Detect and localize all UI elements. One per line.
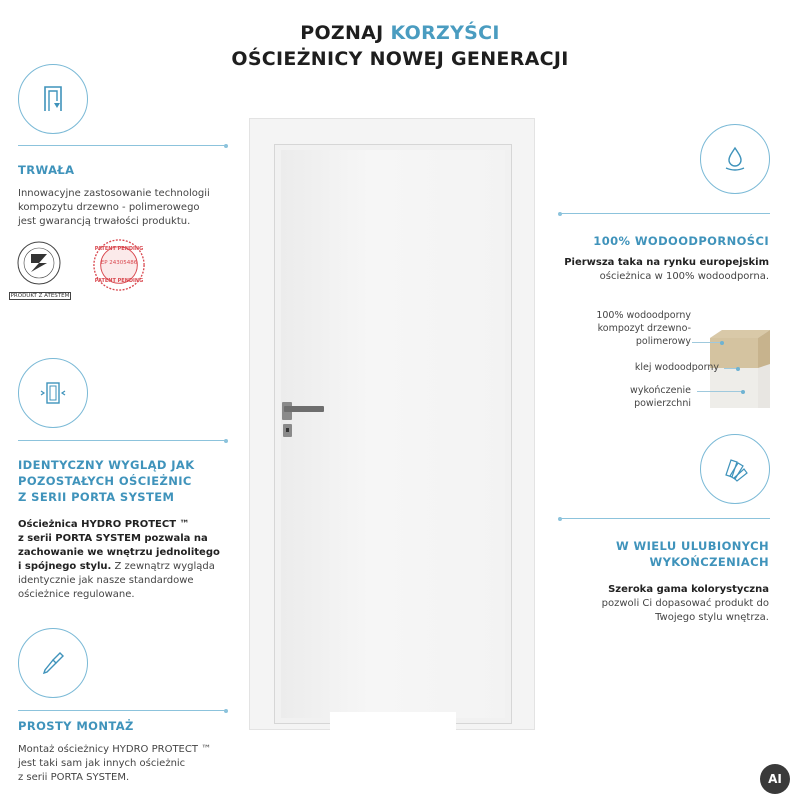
callout-glue-line <box>724 368 738 369</box>
title-prefix: POZNAJ <box>300 22 384 44</box>
text-line: pozwoli Ci dopasować produkt do <box>601 598 769 609</box>
text-line: Montaż ościeżnicy HYDRO PROTECT ™ <box>18 744 212 755</box>
feature-montaz-rule <box>18 710 226 711</box>
pib-certificate-badge <box>10 240 71 300</box>
patent-bottom-text: PATENT PENDING <box>94 278 144 284</box>
feature-montaz-icon-circle <box>18 628 88 698</box>
callout-composite <box>531 309 691 348</box>
feature-identyczny-rule <box>18 440 226 441</box>
heading-line: W WIELU ULUBIONYCH <box>616 539 769 553</box>
callout-finish-line <box>697 391 743 392</box>
callout-line: 100% wodoodporny <box>596 310 691 321</box>
feature-wodoodporna-rule <box>560 213 770 214</box>
feature-trwala-rule <box>18 145 226 146</box>
color-swatches-icon <box>717 451 753 487</box>
text-line: jest gwarancją trwałości produktu. <box>18 216 191 227</box>
feature-trwala-text <box>18 187 238 229</box>
title-accent: KORZYŚCI <box>390 22 500 44</box>
callout-finish <box>531 384 691 410</box>
door-frame-icon <box>35 81 71 117</box>
page-title-line-2: OŚCIEŻNICY NOWEJ GENERACJI <box>231 48 569 70</box>
screwdriver-icon <box>35 645 71 681</box>
text-line: Pierwsza taka na rynku europejskim <box>564 257 769 268</box>
feature-identyczny-heading <box>18 457 195 505</box>
feature-identyczny-icon-circle <box>18 358 88 428</box>
text-line: z serii PORTA SYSTEM pozwala na <box>18 533 208 544</box>
text-line: Twojego stylu wnętrza. <box>655 612 769 623</box>
text-line: z serii PORTA SYSTEM. <box>18 772 130 783</box>
feature-wykonczenia-text <box>529 583 769 625</box>
ai-badge[interactable]: AI <box>760 764 790 794</box>
door-handle-icon <box>278 400 328 440</box>
text-line: Ościeżnica HYDRO PROTECT ™ <box>18 519 190 530</box>
feature-wykonczenia-icon-circle <box>700 434 770 504</box>
composite-material-sample <box>710 328 770 408</box>
feature-wodoodporna-text <box>529 256 769 284</box>
feature-identyczny-text <box>18 518 243 602</box>
text-line: ościeżnica w 100% wodoodporna. <box>599 271 769 282</box>
feature-wykonczenia-heading <box>616 538 769 570</box>
patent-code: EP 24305486 <box>100 260 138 266</box>
callout-line: polimerowy <box>635 336 691 347</box>
heading-line: WYKOŃCZENIACH <box>649 555 769 569</box>
text-line: identycznie jak nasze standardowe <box>18 575 194 586</box>
callout-line: wykończenie <box>630 385 691 396</box>
pib-label: PRODUKT Z ATESTEM <box>10 293 70 299</box>
text-line: Innowacyjne zastosowanie technologii <box>18 188 210 199</box>
feature-wykonczenia-rule <box>560 518 770 519</box>
feature-wodoodporna-icon-circle <box>700 124 770 194</box>
feature-trwala-heading: TRWAŁA <box>18 163 75 177</box>
callout-line: powierzchni <box>634 398 691 409</box>
callout-line: kompozyt drzewno- <box>597 323 691 334</box>
text-line: zachowanie we wnętrzu jednolitego <box>18 547 220 558</box>
text-line-mixed <box>18 560 243 574</box>
text-line: kompozytu drzewno - polimerowego <box>18 202 200 213</box>
text-bold-part: i spójnego stylu. <box>18 561 112 572</box>
heading-line: POZOSTAŁYCH OŚCIEŻNIC <box>18 474 192 488</box>
text-line: jest taki sam jak innych ościeżnic <box>18 758 186 769</box>
page-title-line-1 <box>0 22 800 44</box>
feature-trwala-icon-circle <box>18 64 88 134</box>
door-threshold-cutout <box>330 712 456 732</box>
callout-composite-line <box>692 342 722 343</box>
patent-top-text: PATENT PENDING <box>94 246 144 252</box>
text-line: ościeżnice regulowane. <box>18 589 135 600</box>
heading-line: Z SERII PORTA SYSTEM <box>18 490 175 504</box>
feature-montaz-heading: PROSTY MONTAŻ <box>18 719 134 733</box>
pib-seal-icon <box>16 240 62 286</box>
feature-wodoodporna-heading: 100% WODOODPORNOŚCI <box>593 234 769 248</box>
text-line: Szeroka gama kolorystyczna <box>608 584 769 595</box>
door-panel-icon <box>35 375 71 411</box>
feature-montaz-text <box>18 743 243 785</box>
callout-glue: klej wodoodporny <box>634 362 719 373</box>
patent-pending-badge <box>92 238 146 296</box>
text-regular-part: Z zewnątrz wygląda <box>111 561 215 572</box>
water-drop-icon <box>717 141 753 177</box>
heading-line: IDENTYCZNY WYGLĄD JAK <box>18 458 195 472</box>
